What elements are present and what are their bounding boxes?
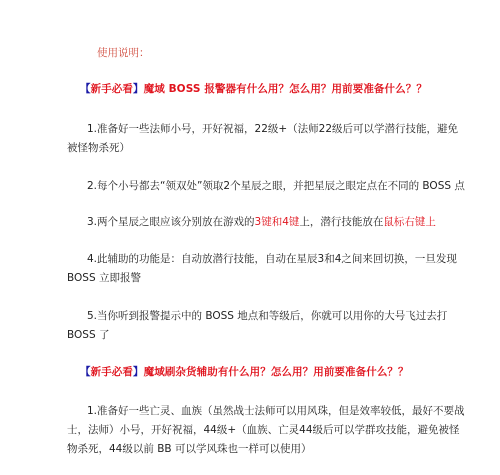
heading-tag: 新手必看 xyxy=(90,83,134,95)
heading-title: 魔域刷杂货辅助有什么用？怎么用？用前要准备什么？？ xyxy=(143,366,409,378)
section-heading-junk-farming xyxy=(80,364,409,380)
heading-tag: 新手必看 xyxy=(90,366,134,378)
paragraph-s1-4: 4.此辅助的功能是：自动放潜行技能，自动在星辰3和4之间来回切换，一旦发现 BOSS 立即报警 xyxy=(67,253,457,284)
paragraph-s1-3: 3.两个星辰之眼应该分别放在游戏的3键和4键上，潜行技能放在鼠标右键上 xyxy=(87,216,436,228)
heading-bracket-open: 【 xyxy=(80,366,91,378)
heading-bracket-close: 】 xyxy=(133,366,144,378)
heading-bracket-close: 】 xyxy=(133,83,144,95)
paragraph-s1-5: 5.当你听到报警提示中的 BOSS 地点和等级后，你就可以用你的大号飞过去打 BOSS 了 xyxy=(67,310,448,341)
intro-label: 使用说明： xyxy=(97,47,150,59)
highlight-mouse-right: 鼠标右键上 xyxy=(383,216,436,228)
highlight-keys-3-4: 3键和4键 xyxy=(254,216,300,228)
paragraph-s2-1: 1.准备好一些亡灵、血族（虽然战士法师可以用风珠，但是效率较低，最好不要战士，法师）小号，开好祝福，44级+（血族、亡灵44级后可以学群攻技能，避免被怪物杀死，44级以前 BB 可以学风珠也一样可以使用） xyxy=(67,405,465,455)
heading-title: 魔域 BOSS 报警器有什么用？怎么用？用前要准备什么？？ xyxy=(143,83,427,95)
section-heading-boss-alarm xyxy=(80,81,427,97)
paragraph-s1-2: 2.每个小号都去“领双处”领取2个星辰之眼，并把星辰之眼定点在不同的 BOSS 点 xyxy=(87,180,465,192)
heading-bracket-open: 【 xyxy=(80,83,91,95)
paragraph-s1-1: 1.准备好一些法师小号，开好祝福，22级+（法师22级后可以学潜行技能，避免被怪物杀死） xyxy=(67,123,459,154)
